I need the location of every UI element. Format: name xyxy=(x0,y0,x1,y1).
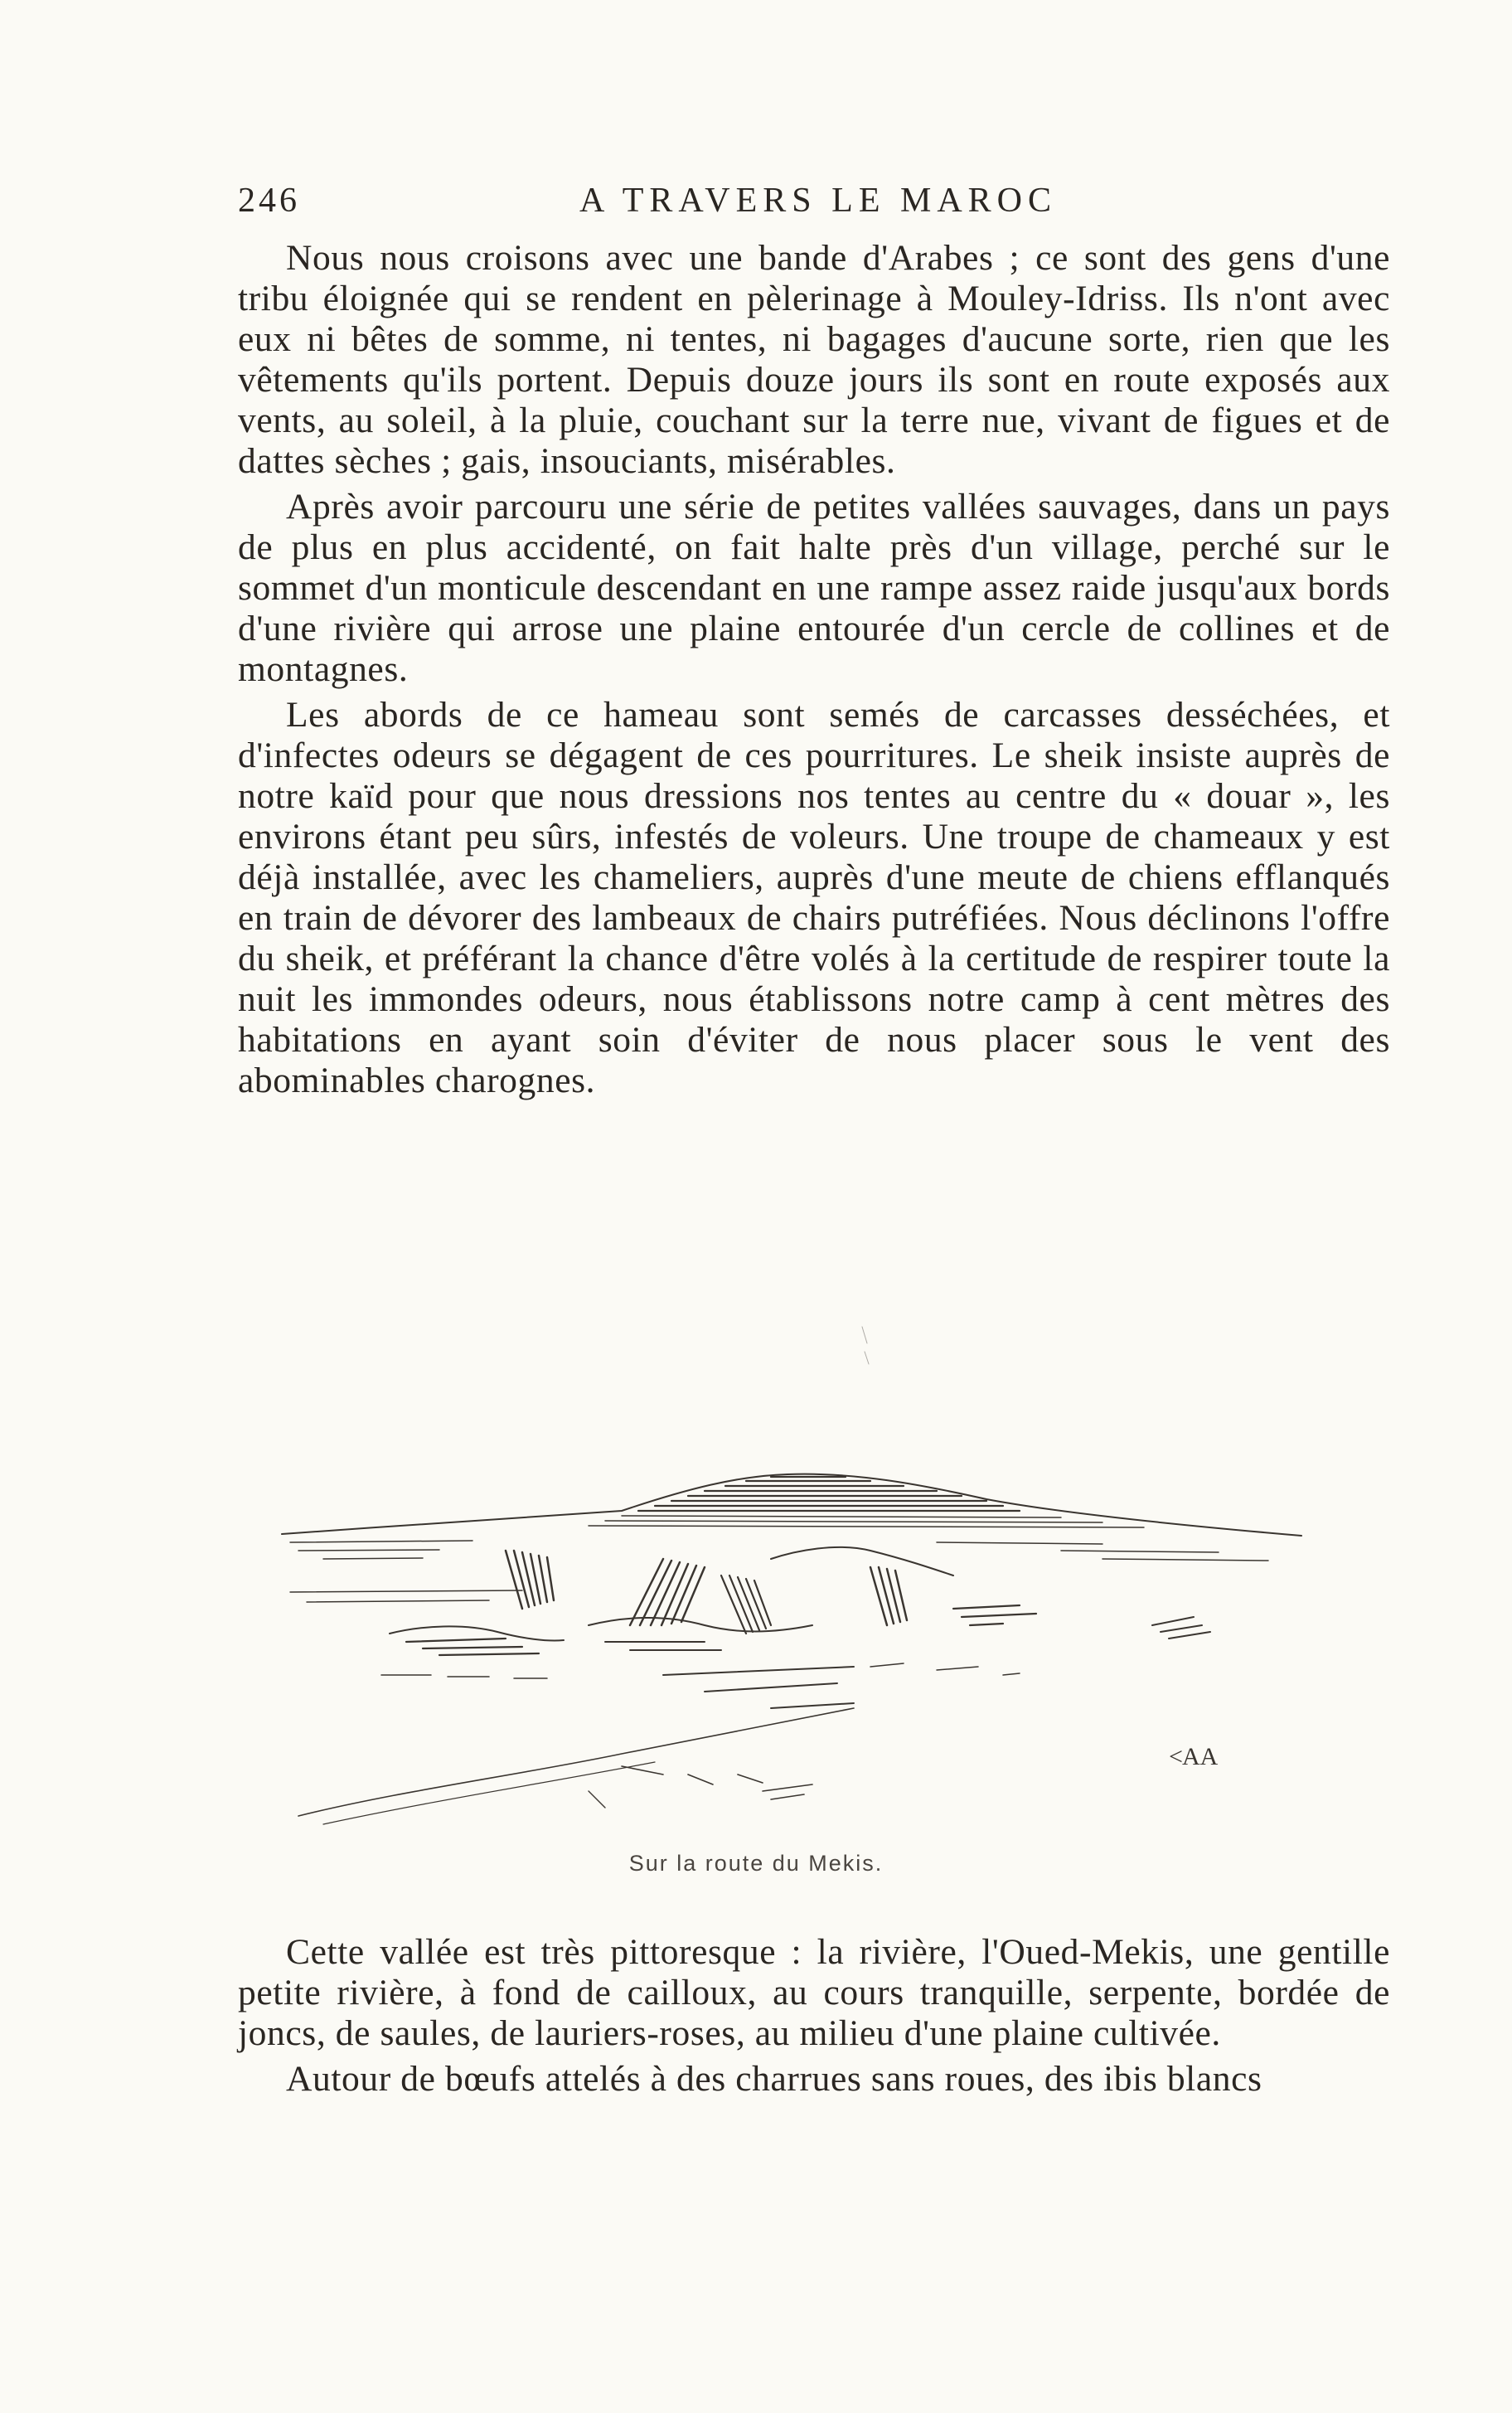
figure-caption: Sur la route du Mekis. xyxy=(628,1851,884,1876)
running-title: A TRAVERS LE MAROC xyxy=(579,182,1058,220)
body-text-bottom xyxy=(238,1932,1390,2105)
landscape-engraving xyxy=(274,1277,1310,1841)
paragraph: Autour de bœufs attelés à des charrues sans roues, des ibis blancs xyxy=(286,2059,1262,2099)
landscape-illustration xyxy=(274,1277,1310,1841)
paragraph: Cette vallée est très pittoresque : la rivière, l'Oued-Mekis, une gentille petite rivière, à fond de cailloux, au cours tranquille, serpente, bordée de joncs, de saules, de lauriers-roses, au milieu d'une plaine cultivée. xyxy=(238,1932,1390,2053)
paragraph: Les abords de ce hameau sont semés de carcasses desséchées, et d'infectes odeurs se dégagent de ces pourritures. Le sheik insiste auprès de notre kaïd pour que nous dressions nos tentes au centre du « douar », les environs étant peu sûrs, infestés de voleurs. Une troupe de chameaux y est déjà installée, avec les chameliers, auprès d'une meute de chiens efflanqués en train de dévorer des lambeaux de chairs putréfiées. Nous déclinons l'offre du sheik, et préférant la chance d'être volés à la certitude de respirer toute la nuit les immondes odeurs, nous établissons notre camp à cent mètres des habitations en ayant soin d'éviter de nous placer sous le vent des abominables charognes. xyxy=(238,695,1390,1100)
paragraph: Après avoir parcouru une série de petites vallées sauvages, dans un pays de plus en plus accidenté, on fait halte près d'un village, perché sur le sommet d'un monticule descendant en une rampe assez raide jusqu'aux bords d'une rivière qui arrose une plaine entourée d'un cercle de collines et de montagnes. xyxy=(238,487,1390,689)
page-header xyxy=(238,181,1398,222)
body-text-top xyxy=(238,238,1390,1106)
artist-signature: < xyxy=(1169,1743,1183,1770)
page-number: 246 xyxy=(238,182,300,220)
paragraph: Nous nous croisons avec une bande d'Arabes ; ce sont des gens d'une tribu éloignée qui se rendent en pèlerinage à Mouley-Idriss. Ils n'ont avec eux ni bêtes de somme, ni tentes, ni bagages d'aucune sorte, rien que les vêtements qu'ils portent. Depuis douze jours ils sont en route exposés aux vents, au soleil, à la pluie, couchant sur la terre nue, vivant de figues et de dattes sèches ; gais, insouciants, misérables. xyxy=(238,238,1390,481)
artist-signature-letters: AA xyxy=(1182,1743,1219,1770)
